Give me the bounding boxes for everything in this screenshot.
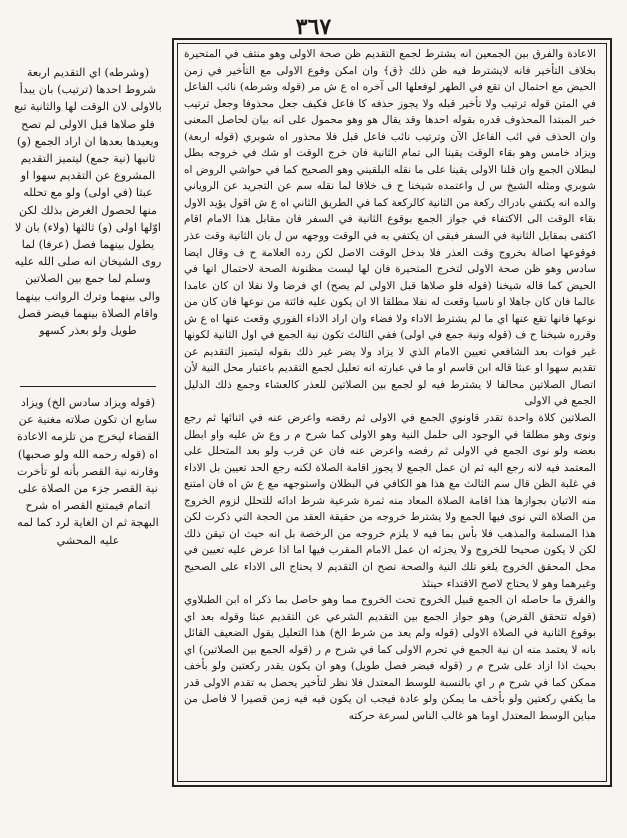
- margin-divider: [20, 386, 156, 387]
- margin-text-top: [14, 64, 162, 380]
- margin-paragraph: (وشرطه) اي التقديم اربعة شروط احدها (ترتيب) بان يبدأ بالاولى لان الوقت لها والثانية تبع فلو صلاها قبل الاولى لم تصح ويعيدها بعدها ان اراد الجمع (و) ثانيها (نية جمع) ليتميز التقديم المشروع عن التقديم سهوا او عبثا (في اولى) ولو مع تحلله منها لحصول الغرض بذلك لكن اوّلها اولى (و) ثالثها (ولاء) بان لا يطول بينهما فصل (عرفا) لما روى الشيخان انه صلى الله عليه وسلم لما جمع بين الصلاتين والى بينهما وترك الرواتب بينهما واقام الصلاة بينهما فيضر فصل طويل ولو بعذر كسهو: [14, 66, 162, 338]
- main-paragraph: الصلاتين كلاة واحدة تقدر قاونوي الجمع في الاولى ثم رفضه واعرض عنه في اثنائها ثم رجع ونوى وهو مطلقا في الوجود الى حلمل النية وهو الاولى كما شرح م ر وع ش عليه واو ابطل بعضه ولو نوى الجمع في الاولى ثم رفضه واعرض عنه فان عن قرب ولو بعد المتحلل على المعتمد فيه لانه رجع اليه ثم ان عمل الجمع لا يجوز اقامة الصلاة لكنه رجع الحد تعيين بل الاداء في غلبة الظن قال سم الثالث مع هذا هو الكافي في البطلان واستوجهه مع ع ش اه فان امتنع منه الاتيان بجوازها هذا اقامة الصلاة المعاد منه ثمرة شرعية شرط ادائه للتحلل لزوم الخروج من الصلاة التي نوى فيها الجمع ولا يشترط خروجه من حقيقة العقد من الحجة التي ذكرت لكن هذا المسلمة والمذهب فلا بأس بما فيه لا يلزم خروجه من الرخصة بل انه حيث ان تيقن ذلك لكن لا يكون صحيحا للخروج ولا يجزئه ان عمل الامام المقرب فيها اما اذا عرض عليه تعيين في محل المحقق الخروج يلغو تلك النية والصحة تصح ان التقديم لا يحتاج الى الاداء على الصحيح وغيرهما وهو لا يحتاج لاصح الاقتداء حينئذ: [184, 412, 596, 590]
- margin-paragraph: (قوله ويزاد سادس الخ) ويزاد سابع ان تكون صلاته مغنية عن القضاء ليخرج من تلزمه الاعادة اه (قوله رحمه الله ولو صحبها) وقارنه نية القصر بأنه لو تأخرت نية القصر جزء من الصلاة على اتمام فيمتنع القصر اه شرح البهجة ثم ان الغاية لرد كما لمه عليه المحشي: [16, 396, 160, 547]
- main-paragraph: الاعادة والفرق بين الجمعين انه يشترط لجمع التقديم ظن صحة الاولى وهو منتف في المتحيرة بخلاف التأخير فانه لايشترط فيه ظن ذلك ﴿ق﴾ وان امكن وقوع الاولى مع التأخير في زمن الحيض مع احتمال ان تقع في الطهر لوفعلها الى آخره اه ع ش مر (قوله وشرطه) نائب الفاعل في المتن قوله ترتيب ولا تأخير قبله ولا يجوز حذفه كا فاعل فكيف جعل محذوفا وجعل ترتيب خبر المبتدا المحذوف قدره بقوله احدها وقد يقال هو وهو محمول على انه بيان لحاصل المعنى وان الحذف في ائب الفاعل الآن وترتيب نائب فاعل قبل فلا محذور اه شوبري (قوله اربعة) ويزاد خامس وهو بقاء الوقت يقينا الى تمام الثانية فان خرج الوقت او شك في خروجه بطل لبطلان الجمع وان قلنا الاولى يقينا على ما نقله البلقيني وهو الصحيح كما في حواشي الروض اه شوبري ومثله الشيخ س ل واعتمده شيخنا ح ف خلافا لما نقله سم عن التجريد عن الروياني والده انه يكتفي بادراك ركعة من الثانية كالركعة كما في الطريق الثاني اه ع ش اقول يؤيد الاول بقاء الوقت الى الاكتفاء في جواز الجمع بوقوع الثانية في السفر فان مقابل هذا الامام اقام اكتفى بمقابل الثانية في السفر فبقى ان يكتفي به في الوقت ووجهه س ل بان الثانية وقت عذر فوقوعها اصالة بخروج وقت العذر فلا بدخل الوقت الاصل لكن رده العلامة ح ف وقال ايضا سادس وهو ظن صحة الاولى لتخرج المتحيرة فان لها ليست مظنونة الصحة لاحتمال انها في الحيض كما قاله شيخنا (قوله فلو صلاها قبل الاولى لم يصح) اي فرضا ولا نفلا ان كان عامدا عالما فان كان جاهلا او ناسيا وقعت له نفلا مطلقا الا ان يكون عليه فائتة من نوعها فان كان من نوعها فانها تقع عنها اي ما لم يشترط الاداء ولا فضاء وان اراد الاداء الفوري وقعت عنها اه ع ش وقرره شيخنا ح ف (قوله ونية جمع في اولى) ففي الثالث تكون نية الجمع في اول الثانية لكونها غير فوات بعد الشافعي تعيين الامام الذي لا يزاد ولا يضر غير ذلك بقوله ليتميز التقديم عن تقديم سهوا او عبثا قاله ابن قاسم او ما في عبارته انه تعليل لجمع التقديم باعتبار محل النية لأن اتصال الصلاتين محالفا لا يشترط فيه لو لجمع بين الصلاتين للعذر كالعشاء وجمع ذلك الدليل الجمع في الاولى: [184, 48, 596, 408]
- main-text-column: [184, 46, 596, 778]
- margin-text-bottom: [14, 394, 162, 714]
- page-number: ٣٦٧: [295, 14, 332, 40]
- main-paragraph: والفرق ما حاصله ان الجمع قبيل الخروج تحت الخروج مما وهو حاصل بما ذكر اه ابن الطبلاوي (قوله تتحقق القرض) وهو جواز الجمع بين التقديم الشرعي عن التقديم عبثا وقوله بعد اي بوقوع الثانية في الصلاة الاولى (قوله ولم يعد من شرط الخ) هذا التعليل يقول الضعيف القائل بانه لا يعتمد منه ان نية الجمع في تحرم الاولى كما في شرح م ر (قوله الجمع بين الصلاتين) اي بحيث اذا ازاد على شرح م ر (قوله فيضر فصل طويل) وهو ان يكون يقدر ركعتين ولو بأخف ممكن كما في شرح م ر اي بالنسبة للوسط المعتدل فلا نظر لتأخير يحصل به تقدم الاولى قدر ما يكفي ركعتين ولو بأخف ما يمكن ولو عادة فيجب ان يكون فيه فيه زمن قصيرا لا فاصل من مباين الوسط المعتدل اوما هو غالب الناس لسرعة حركته: [184, 594, 596, 722]
